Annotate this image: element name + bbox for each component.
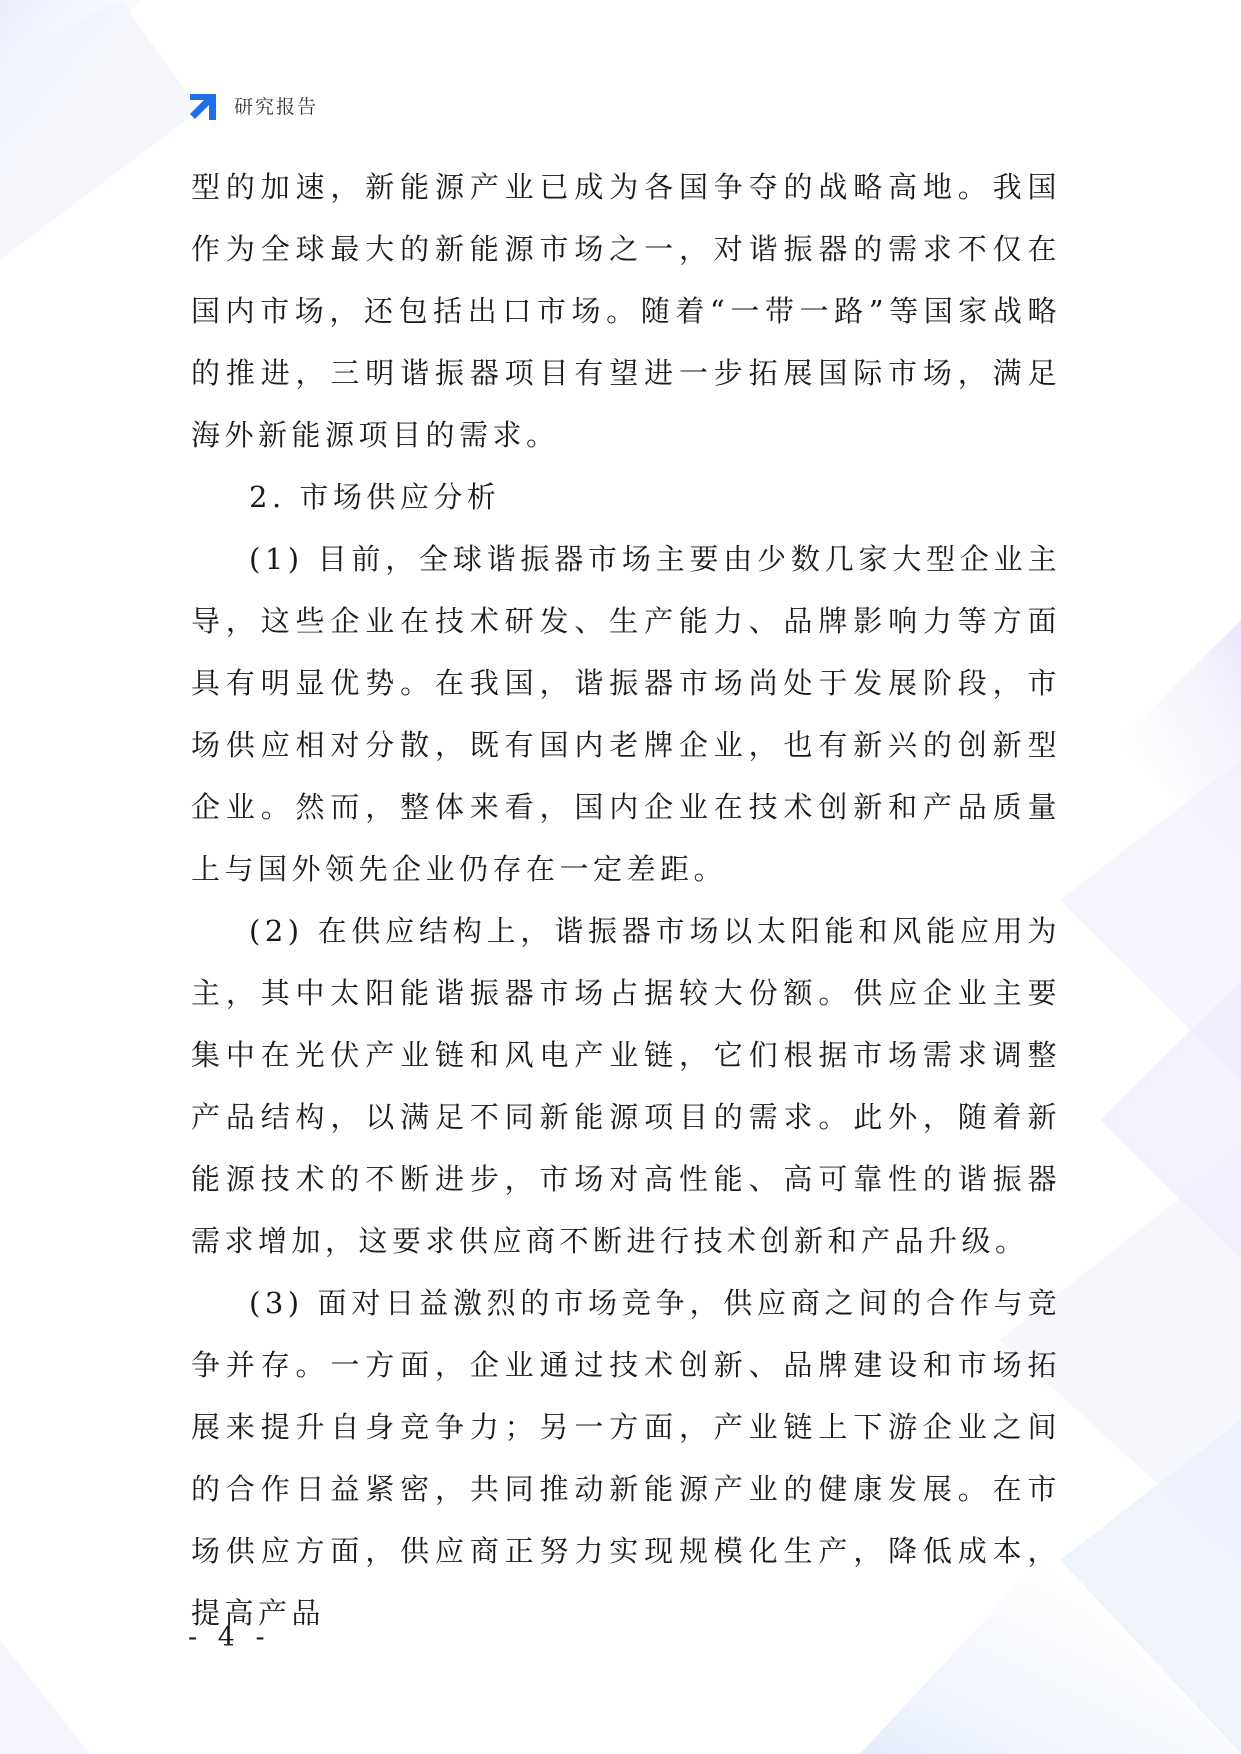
page-number: - 4 - (188, 1622, 271, 1653)
paragraph-2: (2) 在供应结构上，谐振器市场以太阳能和风能应用为主，其中太阳能谐振器市场占据较大份额。供应企业主要集中在光伏产业链和风电产业链，它们根据市场需求调整产品结构，以满足不同新能源项目的需求。此外，随着新能源技术的不断进步，市场对高性能、高可靠性的谐振器需求增加，这要求供应商不断进行技术创新和产品升级。 (191, 914, 1061, 1258)
paragraph-1: (1) 目前，全球谐振器市场主要由少数几家大型企业主导，这些企业在技术研发、生产能力、品牌影响力等方面具有明显优势。在我国，谐振器市场尚处于发展阶段，市场供应相对分散，既有国内老牌企业，也有新兴的创新型企业。然而，整体来看，国内企业在技术创新和产品质量上与国外领先企业仍存在一定差距。 (191, 542, 1061, 886)
arrow-up-right-icon (188, 88, 222, 122)
header-title: 研究报告 (234, 95, 319, 118)
section-heading: 2. 市场供应分析 (249, 480, 501, 514)
paragraph-3: (3) 面对日益激烈的市场竞争，供应商之间的合作与竞争并存。一方面，企业通过技术创新、品牌建设和市场拓展来提升自身竞争力；另一方面，产业链上下游企业之间的合作日益紧密，共同推动新能源产业的健康发展。在市场供应方面，供应商正努力实现规模化生产，降低成本，提高产品 (191, 1286, 1061, 1630)
report-header (188, 88, 318, 122)
paragraph-continued: 型的加速，新能源产业已成为各国争夺的战略高地。我国作为全球最大的新能源市场之一，对谐振器的需求不仅在国内市场，还包括出口市场。随着“一带一路”等国家战略的推进，三明谐振器项目有望进一步拓展国际市场，满足海外新能源项目的需求。 (191, 170, 1061, 452)
document-body (191, 156, 1061, 1644)
